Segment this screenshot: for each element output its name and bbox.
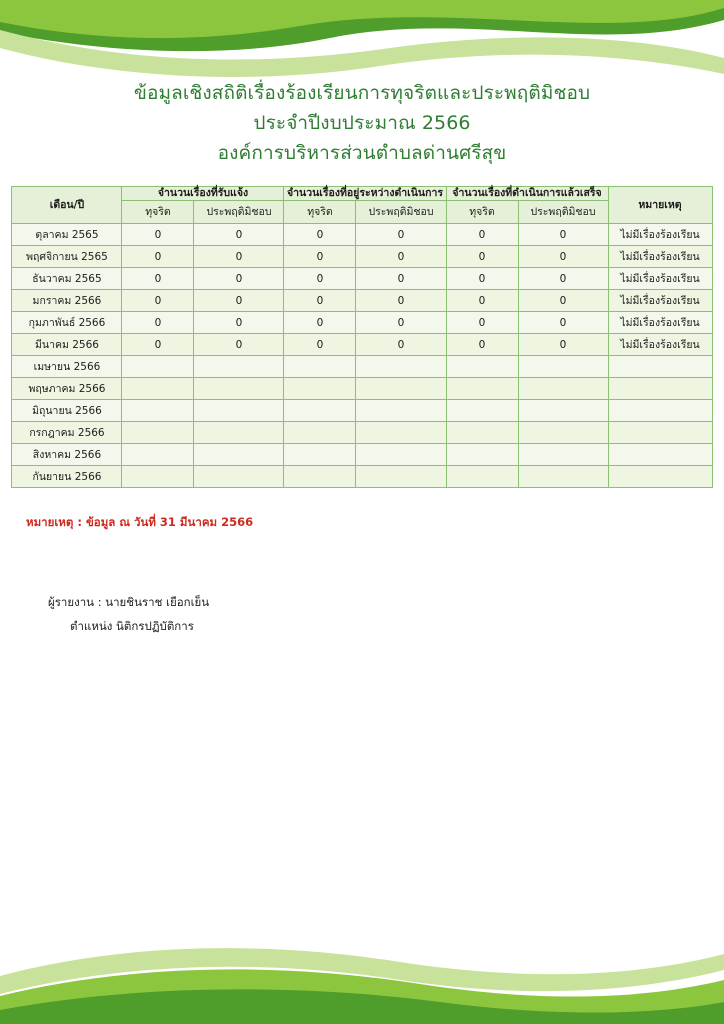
cell-note [608, 400, 712, 422]
table-row [12, 466, 712, 488]
table-row [12, 268, 712, 290]
cell-value: 0 [356, 334, 446, 356]
cell-value [284, 466, 356, 488]
cell-value: 0 [122, 224, 194, 246]
reporter-position: ตำแหน่ง นิติกรปฏิบัติการ [70, 619, 194, 633]
cell-value [518, 422, 608, 444]
cell-value: 0 [446, 334, 518, 356]
cell-value: 0 [194, 246, 284, 268]
cell-value [518, 356, 608, 378]
cell-value: 0 [284, 312, 356, 334]
cell-value: 0 [356, 290, 446, 312]
cell-value: 0 [194, 268, 284, 290]
table-row [12, 422, 712, 444]
table-row [12, 444, 712, 466]
cell-value: 0 [122, 246, 194, 268]
cell-note: ไม่มีเรื่องร้องเรียน [608, 246, 712, 268]
cell-value: 0 [284, 290, 356, 312]
table-row [12, 312, 712, 334]
cell-value [194, 400, 284, 422]
title-line-3: องค์การบริหารส่วนตำบลด่านศรีสุข [217, 142, 507, 164]
cell-value: 0 [122, 290, 194, 312]
cell-value [284, 356, 356, 378]
table-row [12, 356, 712, 378]
header-completed: จำนวนเรื่องที่ดำเนินการแล้วเสร็จ [446, 187, 608, 201]
cell-value [446, 422, 518, 444]
subheader-progress-corruption: ทุจริต [284, 201, 356, 224]
cell-value: 0 [518, 224, 608, 246]
cell-month: สิงหาคม 2566 [12, 444, 122, 466]
complaint-statistics-table [11, 186, 712, 488]
cell-value: 0 [356, 268, 446, 290]
cell-value: 0 [284, 334, 356, 356]
cell-value [122, 378, 194, 400]
cell-value [518, 466, 608, 488]
cell-value: 0 [518, 290, 608, 312]
cell-value [122, 444, 194, 466]
cell-value [284, 400, 356, 422]
cell-month: มกราคม 2566 [12, 290, 122, 312]
cell-value [194, 378, 284, 400]
cell-value: 0 [194, 334, 284, 356]
cell-value [518, 444, 608, 466]
cell-value: 0 [284, 224, 356, 246]
table-row [12, 334, 712, 356]
subheader-received-misconduct: ประพฤติมิชอบ [194, 201, 284, 224]
cell-value [518, 400, 608, 422]
cell-month: มีนาคม 2566 [12, 334, 122, 356]
cell-note [608, 466, 712, 488]
cell-value [446, 444, 518, 466]
header-received: จำนวนเรื่องที่รับแจ้ง [122, 187, 284, 201]
document-content [0, 78, 724, 638]
subheader-progress-misconduct: ประพฤติมิชอบ [356, 201, 446, 224]
cell-value [122, 356, 194, 378]
cell-value: 0 [356, 224, 446, 246]
table-row [12, 224, 712, 246]
cell-value: 0 [122, 312, 194, 334]
cell-value: 0 [518, 268, 608, 290]
cell-value [194, 356, 284, 378]
cell-note [608, 356, 712, 378]
cell-value: 0 [194, 312, 284, 334]
cell-value [446, 356, 518, 378]
cell-value: 0 [518, 312, 608, 334]
cell-value [356, 466, 446, 488]
cell-value: 0 [284, 246, 356, 268]
cell-value: 0 [356, 312, 446, 334]
title-line-2: ประจำปีงบประมาณ 2566 [253, 112, 471, 134]
cell-value: 0 [194, 290, 284, 312]
cell-value [284, 422, 356, 444]
table-row [12, 246, 712, 268]
subheader-completed-corruption: ทุจริต [446, 201, 518, 224]
cell-note: ไม่มีเรื่องร้องเรียน [608, 312, 712, 334]
cell-value: 0 [446, 246, 518, 268]
cell-value: 0 [518, 246, 608, 268]
cell-month: ธันวาคม 2565 [12, 268, 122, 290]
table-row [12, 378, 712, 400]
cell-note: ไม่มีเรื่องร้องเรียน [608, 224, 712, 246]
cell-value: 0 [122, 268, 194, 290]
cell-value [446, 378, 518, 400]
header-month: เดือน/ปี [12, 187, 122, 224]
remark-text: หมายเหตุ : ข้อมูล ณ วันที่ 31 มีนาคม 2566 [26, 515, 254, 529]
cell-value [446, 466, 518, 488]
cell-value [284, 444, 356, 466]
bottom-wave-decoration [0, 914, 724, 1024]
header-in-progress: จำนวนเรื่องที่อยู่ระหว่างดำเนินการ [284, 187, 446, 201]
cell-value [356, 400, 446, 422]
cell-value: 0 [446, 290, 518, 312]
cell-month: พฤศจิกายน 2565 [12, 246, 122, 268]
cell-month: กุมภาพันธ์ 2566 [12, 312, 122, 334]
table-header [12, 187, 712, 224]
cell-month: เมษายน 2566 [12, 356, 122, 378]
table-body [12, 224, 712, 488]
cell-value: 0 [194, 224, 284, 246]
cell-month: มิถุนายน 2566 [12, 400, 122, 422]
cell-value [122, 466, 194, 488]
cell-value [122, 422, 194, 444]
cell-month: ตุลาคม 2565 [12, 224, 122, 246]
cell-value: 0 [446, 268, 518, 290]
reporter-name: ผู้รายงาน : นายชินราช เยือกเย็น [48, 595, 210, 609]
cell-value [356, 378, 446, 400]
cell-value: 0 [518, 334, 608, 356]
cell-value [122, 400, 194, 422]
cell-value [284, 378, 356, 400]
header-note: หมายเหตุ [608, 187, 712, 224]
cell-value: 0 [122, 334, 194, 356]
cell-month: กรกฎาคม 2566 [12, 422, 122, 444]
table-row [12, 290, 712, 312]
header-row-groups [12, 187, 712, 201]
cell-note [608, 444, 712, 466]
cell-note [608, 422, 712, 444]
cell-value [446, 400, 518, 422]
cell-value [194, 422, 284, 444]
cell-note: ไม่มีเรื่องร้องเรียน [608, 290, 712, 312]
cell-value [356, 356, 446, 378]
cell-value [194, 444, 284, 466]
title-line-1: ข้อมูลเชิงสถิติเรื่องร้องเรียนการทุจริตและประพฤติมิชอบ [133, 82, 591, 104]
cell-value [194, 466, 284, 488]
subheader-received-corruption: ทุจริต [122, 201, 194, 224]
cell-value: 0 [446, 224, 518, 246]
top-wave-decoration [0, 0, 724, 90]
cell-note: ไม่มีเรื่องร้องเรียน [608, 268, 712, 290]
cell-note [608, 378, 712, 400]
cell-value [518, 378, 608, 400]
reporter-block [48, 590, 724, 638]
cell-value: 0 [446, 312, 518, 334]
page-title [0, 78, 724, 168]
cell-value: 0 [356, 246, 446, 268]
cell-month: พฤษภาคม 2566 [12, 378, 122, 400]
table-row [12, 400, 712, 422]
cell-value [356, 444, 446, 466]
cell-month: กันยายน 2566 [12, 466, 122, 488]
cell-note: ไม่มีเรื่องร้องเรียน [608, 334, 712, 356]
cell-value [356, 422, 446, 444]
cell-value: 0 [284, 268, 356, 290]
subheader-completed-misconduct: ประพฤติมิชอบ [518, 201, 608, 224]
